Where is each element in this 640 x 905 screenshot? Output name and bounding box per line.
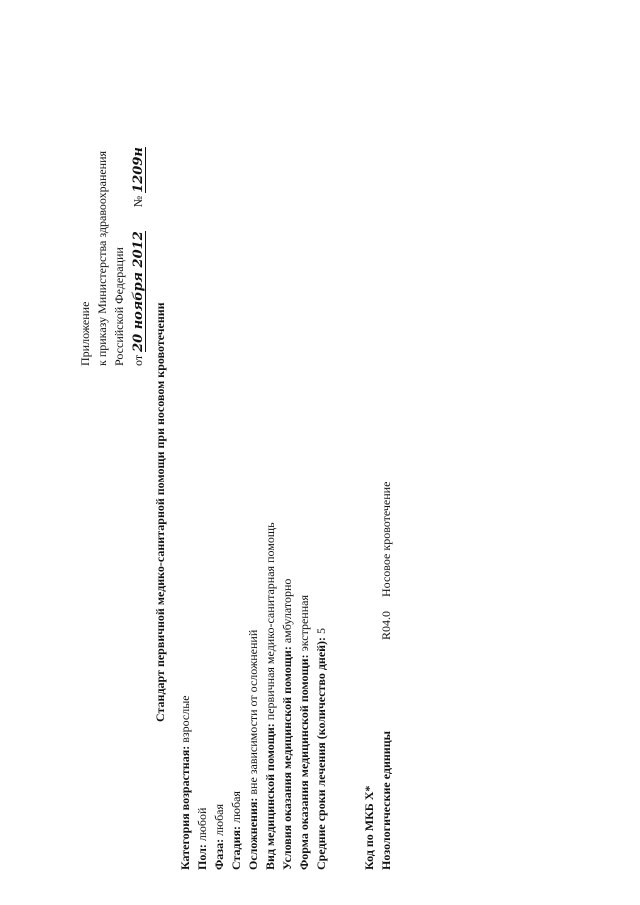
icd-code-label: Код по МКБ X* (362, 785, 376, 870)
field-care-type: Вид медицинской помощи: первичная медико-санитарная помощь (263, 522, 277, 870)
field-complications: Осложнения: вне зависимости от осложнений (246, 629, 260, 870)
appendix-date-line (130, 147, 147, 366)
date-handwritten: 20 ноября 2012 (131, 231, 146, 352)
document-title: Стандарт первичной медико-санитарной помощи при носовом кровотечении (153, 302, 167, 722)
field-sex: Пол: любой (195, 807, 209, 870)
appendix-line-2: к приказу Министерства здравоохранения (95, 150, 109, 366)
field-care-conditions: Условия оказания медицинской помощи: амбулаторно (280, 578, 294, 870)
appendix-line-3: Российской Федерации (112, 247, 126, 366)
field-phase: Фаза: любая (212, 803, 226, 870)
nosology-label: Нозологические единицы (379, 730, 393, 870)
number-handwritten: 1209н (131, 147, 146, 193)
icd-name: Носовое кровотечение (379, 481, 393, 597)
date-prefix: от (131, 354, 145, 366)
icd-entry (378, 482, 395, 640)
field-age-category: Категория возрастная: взрослые (178, 695, 192, 870)
field-stage: Стадия: любая (229, 791, 243, 870)
appendix-line-1: Приложение (78, 301, 92, 366)
field-treatment-duration: Средние сроки лечения (количество дней): 5 (314, 627, 328, 870)
field-care-form: Форма оказания медицинской помощи: экстренная (297, 595, 311, 870)
icd-code: R04.0 (379, 610, 393, 640)
number-label: № (131, 195, 145, 208)
